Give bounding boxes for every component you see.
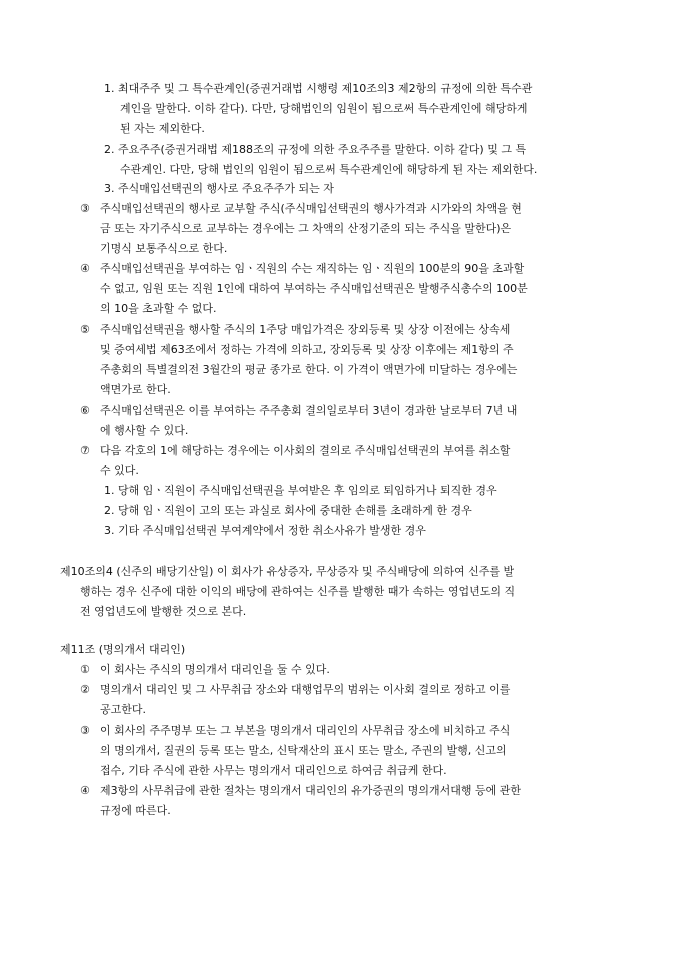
subitem-line: 당해 임ㆍ직원이 고의 또는 과실로 회사에 중대한 손해를 초래하게 한 경우	[118, 504, 472, 517]
clause-marker: ①	[80, 663, 90, 676]
clause-line: 및 증여세법 제63조에서 정하는 가격에 의하고, 장외등록 및 상장 이후에는 제1항의 주	[100, 343, 514, 356]
subitem-1	[104, 79, 532, 139]
clause-line: 이 회사의 주주명부 또는 그 부본을 명의개서 대리인의 사무취급 장소에 비치하고 주식	[100, 724, 511, 737]
clause-line: 의 명의개서, 질권의 등록 또는 말소, 신탁재산의 표시 또는 말소, 주권의 발행, 신고의	[100, 744, 507, 757]
article-11-clause-2	[80, 680, 510, 720]
article-11-clause-3	[80, 721, 510, 781]
subitem-number: 1.	[104, 484, 115, 497]
subitem-number: 2.	[104, 143, 115, 156]
subitem-line: 당해 임ㆍ직원이 주식매입선택권을 부여받은 후 임의로 퇴임하거나 퇴직한 경우	[118, 484, 497, 497]
clause-line: 주총회의 특별결의전 3월간의 평균 종가로 한다. 이 가격이 액면가에 미달하는 경우에는	[100, 363, 518, 376]
clause-marker: ③	[80, 202, 90, 215]
subitem-number: 3.	[104, 524, 115, 537]
clause-marker: ③	[80, 724, 90, 737]
clause-line: 주식매입선택권의 행사로 교부할 주식(주식매입선택권의 행사가격과 시가와의 차액을 현	[100, 202, 522, 215]
subitem-number: 3.	[104, 182, 115, 195]
article-11-clause-1	[80, 660, 330, 680]
clause-7-subitem-1	[104, 481, 497, 501]
clause-line: 주식매입선택권을 부여하는 임ㆍ직원의 수는 재직하는 임ㆍ직원의 100분의 90을 초과할	[100, 262, 525, 275]
clause-7-subitem-2	[104, 501, 497, 521]
subitem-line: 된 자는 제외한다.	[120, 122, 205, 135]
clause-line: 다음 각호의 1에 해당하는 경우에는 이사회의 결의로 주식매입선택권의 부여를 취소할	[100, 444, 511, 457]
clause-6	[80, 401, 517, 441]
clause-5	[80, 320, 517, 400]
subitem-line: 주요주주(증권거래법 제188조의 규정에 의한 주요주주를 말한다. 이하 같다) 및 그 특	[118, 143, 527, 156]
article-line: 전 영업년도에 발행한 것으로 본다.	[80, 605, 247, 618]
subitem-line: 최대주주 및 그 특수관계인(증권거래법 시행령 제10조의3 제2항의 규정에 의한 특수관	[118, 82, 533, 95]
clause-marker: ④	[80, 262, 90, 275]
clause-marker: ⑤	[80, 323, 90, 336]
clause-7-subitems	[104, 481, 497, 541]
subitem-line: 기타 주식매입선택권 부여계약에서 정한 취소사유가 발생한 경우	[118, 524, 426, 537]
clause-3	[80, 199, 522, 259]
subitem-number: 2.	[104, 504, 115, 517]
article-11-clause-4	[80, 781, 521, 821]
clause-line: 금 또는 자기주식으로 교부하는 경우에는 그 차액의 산정기준의 되는 주식을 말한다)은	[100, 222, 512, 235]
clause-line: 의 10을 초과할 수 없다.	[100, 302, 217, 315]
clause-7-subitem-3	[104, 521, 497, 541]
clause-line: 공고한다.	[100, 703, 147, 716]
article-10-4	[60, 562, 515, 622]
subitem-line: 계인을 말한다. 이하 같다). 다만, 당해법인의 임원이 됨으로써 특수관계인에 해당하게	[120, 102, 528, 115]
clause-line: 이 회사는 주식의 명의개서 대리인을 둘 수 있다.	[100, 663, 330, 676]
article-line: 행하는 경우 신주에 대한 이익의 배당에 관하여는 신주를 발행한 때가 속하는 영업년도의 직	[80, 585, 516, 598]
clause-marker: ⑦	[80, 444, 90, 457]
clause-line: 주식매입선택권을 행사할 주식의 1주당 매입가격은 장외등록 및 상장 이전에는 상속세	[100, 323, 511, 336]
clause-marker: ④	[80, 784, 90, 797]
clause-line: 기명식 보통주식으로 한다.	[100, 242, 228, 255]
clause-line: 수 없고, 임원 또는 직원 1인에 대하여 부여하는 주식매입선택권은 발행주식총수의 100분	[100, 282, 528, 295]
subitem-line: 수관계인. 다만, 당해 법인의 임원이 됨으로써 특수관계인에 해당하게 된 자는 제외한다.	[120, 163, 538, 176]
subitem-2	[104, 140, 537, 180]
article-heading: 제11조 (명의개서 대리인)	[60, 643, 186, 656]
subitem-number: 1.	[104, 82, 115, 95]
article-line: 제10조의4 (신주의 배당기산일) 이 회사가 유상증자, 무상증자 및 주식배당에 의하여 신주를 발	[60, 565, 515, 578]
clause-marker: ⑥	[80, 404, 90, 417]
clause-line: 주식매입선택권은 이를 부여하는 주주총회 결의일로부터 3년이 경과한 날로부터 7년 내	[100, 404, 518, 417]
clause-line: 규정에 따른다.	[100, 804, 171, 817]
article-11-heading	[60, 640, 185, 660]
clause-line: 접수, 기타 주식에 관한 사무는 명의개서 대리인으로 하여금 취급케 한다.	[100, 764, 447, 777]
clause-marker: ②	[80, 683, 90, 696]
clause-4	[80, 259, 528, 319]
clause-line: 에 행사할 수 있다.	[100, 424, 189, 437]
subitem-line: 주식매입선택권의 행사로 주요주주가 되는 자	[118, 182, 334, 195]
clause-line: 액면가로 한다.	[100, 383, 171, 396]
subitem-3	[104, 179, 334, 199]
clause-line: 수 있다.	[100, 464, 139, 477]
clause-7	[80, 441, 510, 481]
clause-line: 제3항의 사무취급에 관한 절차는 명의개서 대리인의 유가증권의 명의개서대행 등에 관한	[100, 784, 522, 797]
clause-line: 명의개서 대리인 및 그 사무취급 장소와 대행업무의 범위는 이사회 결의로 정하고 이를	[100, 683, 511, 696]
